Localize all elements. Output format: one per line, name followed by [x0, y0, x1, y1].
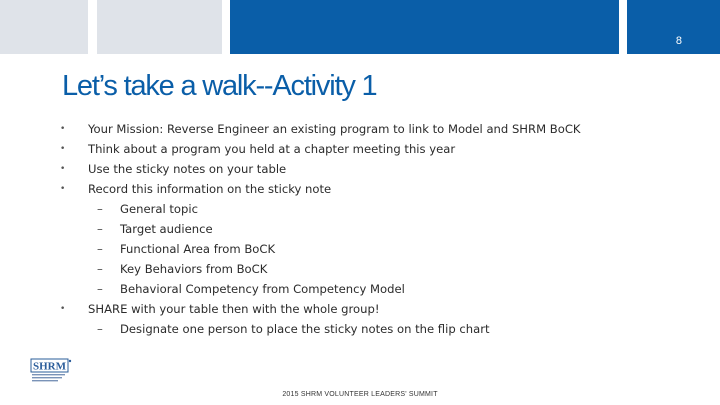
header-band-slide-number: [627, 0, 720, 54]
shrm-logo: [30, 358, 72, 383]
sub-bullet-text: Behavioral Competency from Competency Model: [120, 282, 405, 296]
bullet-icon: •: [60, 184, 66, 194]
bullet-text: Think about a program you held at a chapter meeting this year: [88, 142, 456, 156]
sub-bullet-text: General topic: [120, 202, 198, 216]
sub-bullet-text: Designate one person to place the sticky notes on the flip chart: [120, 322, 490, 336]
footer-text: 2015 SHRM VOLUNTEER LEADERS' SUMMIT: [282, 391, 438, 398]
bullet-text: Your Mission: Reverse Engineer an existing program to link to Model and SHRM BoCK: [88, 122, 581, 136]
dash-icon: –: [97, 242, 103, 256]
header-band-light-left: [0, 0, 88, 54]
sub-bullet-text: Target audience: [120, 222, 213, 236]
bullet-icon: •: [60, 164, 66, 174]
dash-icon: –: [97, 322, 103, 336]
slide-number: 8: [675, 35, 682, 47]
sub-bullet-text: Key Behaviors from BoCK: [120, 262, 268, 276]
dash-icon: –: [97, 262, 103, 276]
header-band-light-middle: [97, 0, 222, 54]
sub-bullet-text: Functional Area from BoCK: [120, 242, 276, 256]
bullet-text: Record this information on the sticky note: [88, 182, 332, 196]
bullet-icon: •: [60, 304, 66, 314]
logo-text: SHRM: [33, 360, 66, 373]
bullet-text: Use the sticky notes on your table: [88, 162, 287, 176]
bullet-icon: •: [60, 144, 66, 154]
bullet-text: SHARE with your table then with the whole group!: [88, 302, 380, 316]
bullet-icon: •: [60, 124, 66, 134]
dash-icon: –: [97, 222, 103, 236]
dash-icon: –: [97, 282, 103, 296]
slide-title: Let’s take a walk--Activity 1: [62, 70, 377, 102]
dash-icon: –: [97, 202, 103, 216]
header-band-blue: [230, 0, 619, 54]
